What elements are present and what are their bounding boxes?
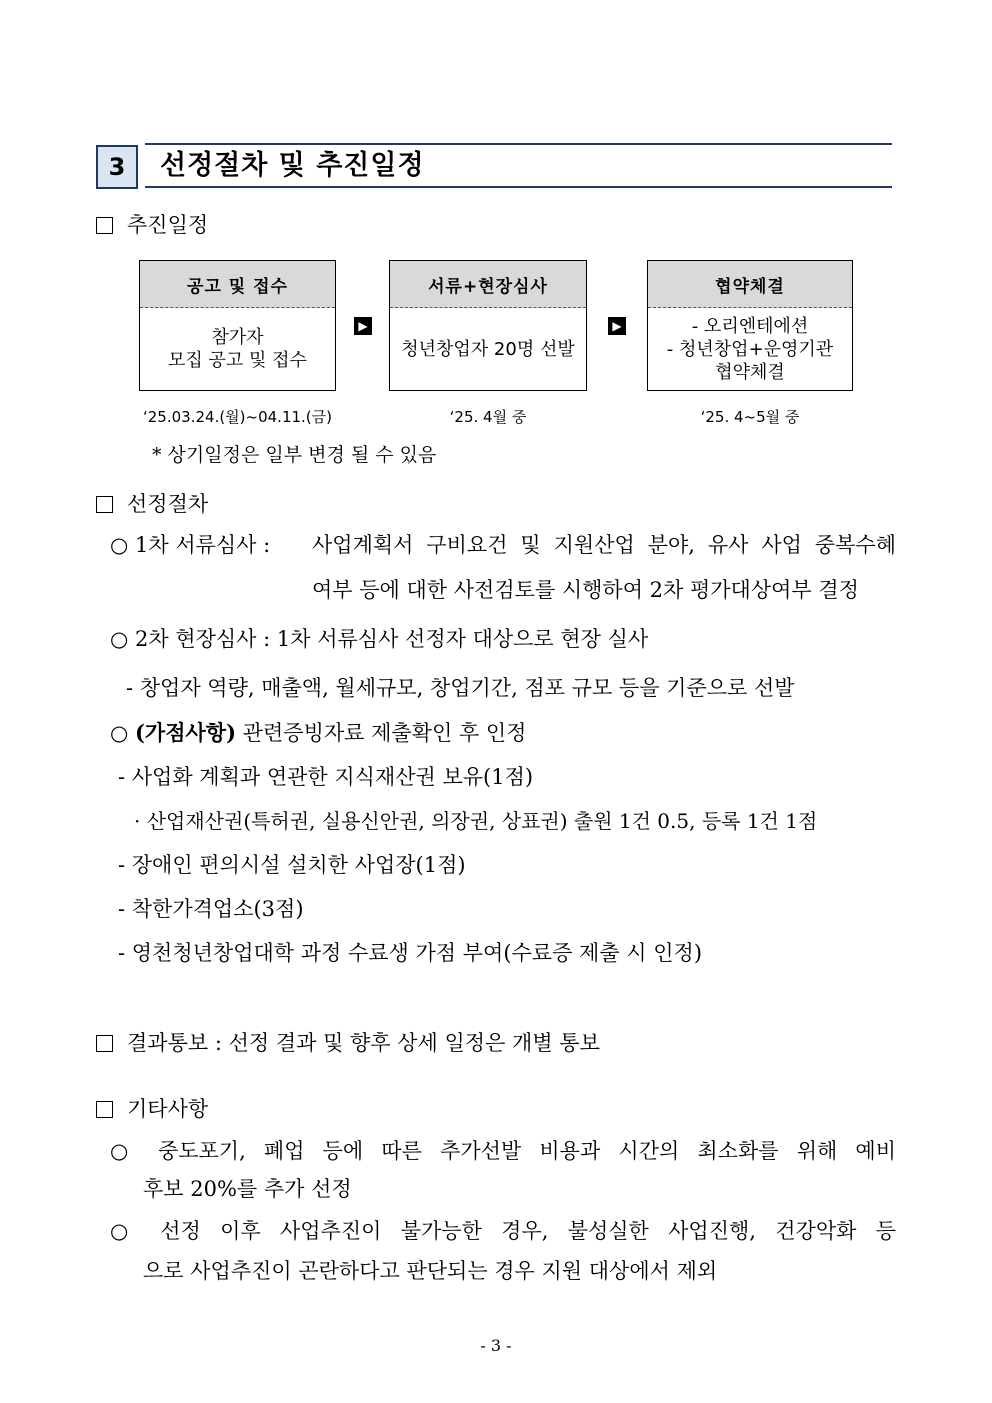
bonus-item: - 착한가격업소(3점) — [118, 897, 304, 921]
bonus-line — [110, 719, 526, 747]
step-date: ‘25. 4월 중 — [449, 408, 527, 426]
step-date: ‘25. 4~5월 중 — [700, 408, 800, 426]
etc-item-cont: 후보 20%를 추가 선정 — [143, 1177, 352, 1201]
step-title: 협약체결 — [648, 261, 852, 308]
etc-heading-text: 기타사항 — [127, 1097, 209, 1121]
step-body-line: 참가자 — [211, 327, 264, 348]
bonus-subitem: · 산업재산권(특허권, 실용신안권, 의장권, 상표권) 출원 1건 0.5, 등록 1건 1점 — [134, 809, 818, 833]
step-body-line: 청년창업자 20명 선발 — [401, 338, 575, 360]
schedule-heading — [96, 211, 208, 239]
step-body-line: 협약체결 — [715, 361, 785, 383]
arrow-right-icon: ▶ — [354, 317, 372, 335]
bonus-item: - 장애인 편의시설 설치한 사업장(1점) — [118, 853, 466, 877]
section-rule-bottom — [145, 186, 892, 188]
etc-item-cont: 으로 사업추진이 곤란하다고 판단되는 경우 지원 대상에서 제외 — [143, 1259, 718, 1283]
step-body-line: - 청년창업+운영기관 — [666, 338, 834, 360]
selection-heading-text: 선정절차 — [127, 492, 209, 516]
step1-label: ○ 1차 서류심사 : — [110, 533, 271, 557]
bullet: ○ — [110, 721, 135, 745]
etc-item: ○ 중도포기, 폐업 등에 따른 추가선발 비용과 시간의 최소화를 위해 예비 — [110, 1139, 896, 1163]
selection-heading — [96, 490, 208, 518]
step-box-agreement — [647, 260, 853, 391]
step2-sub: - 창업자 역량, 매출액, 월세규모, 창업기간, 점포 규모 등을 기준으로 선발 — [126, 676, 795, 700]
step-title: 서류+현장심사 — [390, 261, 586, 308]
etc-heading — [96, 1095, 208, 1123]
step1-text: 사업계획서 구비요건 및 지원산업 분야, 유사 사업 중복수혜 — [312, 533, 896, 557]
checkbox-icon — [96, 1035, 113, 1052]
section-number: 3 — [96, 145, 138, 189]
result-notice — [96, 1029, 600, 1057]
bonus-item: - 사업화 계획과 연관한 지식재산권 보유(1점) — [118, 765, 534, 789]
step-date: ‘25.03.24.(월)~04.11.(금) — [143, 408, 332, 426]
step2-text: ○ 2차 현장심사 : 1차 서류심사 선정자 대상으로 현장 실사 — [110, 627, 649, 651]
checkbox-icon — [96, 496, 113, 513]
step-body — [390, 308, 586, 390]
step-box-announcement — [139, 260, 336, 391]
bonus-label: (가점사항) — [135, 720, 237, 745]
step1-text-cont: 여부 등에 대한 사전검토를 시행하여 2차 평가대상여부 결정 — [312, 578, 859, 602]
schedule-heading-text: 추진일정 — [127, 213, 209, 237]
section-title: 선정절차 및 추진일정 — [160, 150, 425, 181]
step-box-review — [389, 260, 587, 391]
step-title: 공고 및 접수 — [140, 261, 335, 308]
schedule-note: * 상기일정은 일부 변경 될 수 있음 — [152, 444, 437, 466]
arrow-right-icon: ▶ — [608, 317, 626, 335]
section-rule-top — [145, 143, 892, 145]
checkbox-icon — [96, 1101, 113, 1118]
step-body — [648, 308, 852, 390]
step-body-line: - 오리엔테에션 — [691, 315, 809, 337]
step-body-line: 모집 공고 및 접수 — [168, 350, 307, 371]
bonus-text: 관련증빙자료 제출확인 후 인정 — [236, 721, 527, 745]
etc-item: ○ 선정 이후 사업추진이 불가능한 경우, 불성실한 사업진행, 건강악화 등 — [110, 1219, 896, 1243]
result-text: 결과통보 : 선정 결과 및 향후 상세 일정은 개별 통보 — [127, 1031, 600, 1055]
checkbox-icon — [96, 217, 113, 234]
step-body — [140, 308, 335, 390]
page-number: - 3 - — [480, 1336, 512, 1355]
bonus-item: - 영천청년창업대학 과정 수료생 가점 부여(수료증 제출 시 인정) — [118, 941, 703, 965]
